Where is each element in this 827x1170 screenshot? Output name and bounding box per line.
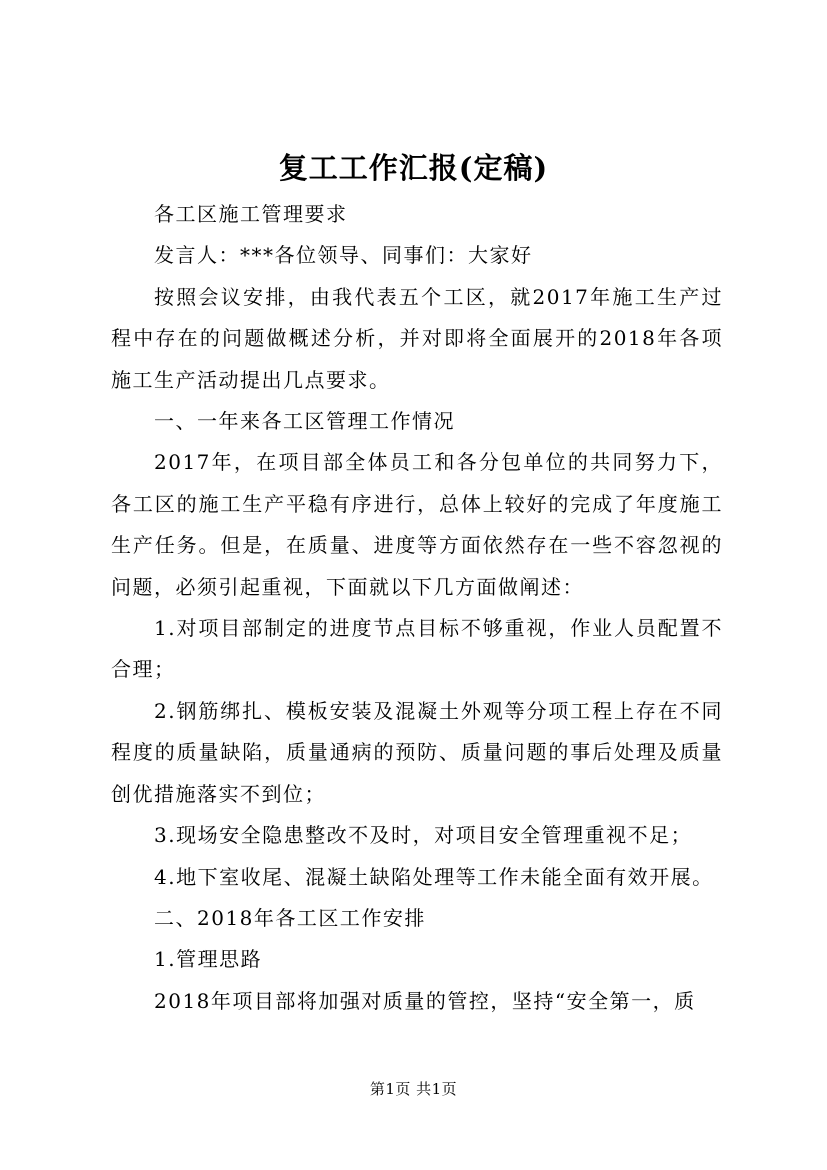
list-item-4: 4.地下室收尾、混凝土缺陷处理等工作未能全面有效开展。 bbox=[154, 864, 714, 889]
section-heading-one: 一、一年来各工区管理工作情况 bbox=[154, 409, 455, 434]
subheading-management: 1.管理思路 bbox=[154, 947, 263, 972]
section-heading-requirements: 各工区施工管理要求 bbox=[154, 202, 348, 226]
document-title: 复工工作汇报(定稿) bbox=[278, 151, 549, 185]
list-item-2: 2.钢筋绑扎、模板安装及混凝土外观等分项工程上存在不同程度的质量缺陷，质量通病的预防、质量问题的事后处理及质量创优措施落实不到位； bbox=[111, 698, 723, 806]
page-footer: 第1页 共1页 bbox=[369, 1080, 458, 1098]
document-body bbox=[111, 194, 723, 1022]
list-item-3: 3.现场安全隐患整改不及时，对项目安全管理重视不足； bbox=[154, 823, 693, 848]
speaker-line: 发言人：***各位领导、同事们：大家好 bbox=[154, 243, 533, 268]
summary-paragraph: 2017年，在项目部全体员工和各分包单位的共同努力下，各工区的施工生产平稳有序进行，总体上较好的完成了年度施工生产任务。但是，在质量、进度等方面依然存在一些不容忽视的问题，必须引起重视，下面就以下几方面做阐述： bbox=[111, 450, 723, 599]
list-item-1: 1.对项目部制定的进度节点目标不够重视，作业人员配置不合理； bbox=[111, 616, 723, 682]
section-heading-two: 二、2018年各工区工作安排 bbox=[154, 905, 426, 930]
intro-paragraph: 按照会议安排，由我代表五个工区，就2017年施工生产过程中存在的问题做概述分析，并对即将全面展开的2018年各项施工生产活动提出几点要求。 bbox=[111, 284, 723, 392]
plan-paragraph: 2018年项目部将加强对质量的管控，坚持“安全第一，质 bbox=[154, 988, 696, 1013]
